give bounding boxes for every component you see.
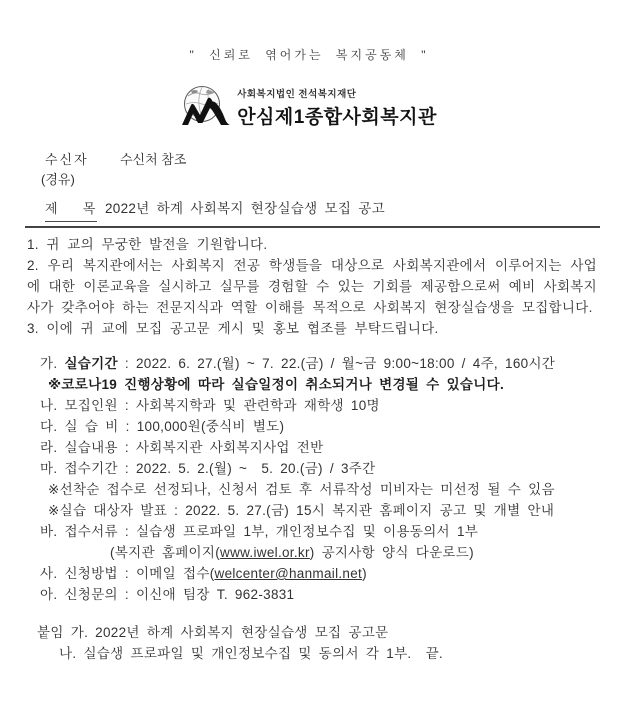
text-segment: 나. 모집인원 : 사회복지학과 및 관련학과 재학생 10명 [40, 398, 380, 413]
detail-line [40, 374, 602, 395]
text-segment: 붙임 가. 2022년 하계 사회복지 현장실습생 모집 공고문 [37, 625, 389, 640]
text-segment: (복지관 홈페이지( [110, 545, 221, 560]
detail-line [40, 458, 602, 479]
paragraph-purpose: 2. 우리 복지관에서는 사회복지 전공 학생들을 대상으로 사회복지관에서 이루어지는 사업에 대한 이론교육을 실시하고 실무를 경험할 수 있는 기회를 제공함으로써 예비 사회복지사가 갖추어야 하는 전문지식과 역할 이해를 목적으로 사회복지 현장실습생을 모집합니다. [27, 258, 597, 315]
detail-line [40, 479, 602, 500]
text-segment: 라. 실습내용 : 사회복지관 사회복지사업 전반 [40, 440, 324, 455]
text-segment: ) [362, 566, 367, 581]
recipient-row [45, 150, 618, 170]
body-paragraphs [27, 234, 597, 339]
detail-line [40, 416, 602, 437]
paragraph-greeting: 1. 귀 교의 무궁한 발전을 기원합니다. [27, 237, 268, 252]
detail-line [40, 353, 602, 374]
subject-row [45, 199, 618, 223]
text-segment: : 2022. 6. 27.(월) ~ 7. 22.(금) / 월~금 9:00~18:00 / 4주, 160시간 [117, 356, 556, 371]
paragraph-request: 3. 이에 귀 교에 모집 공고문 게시 및 홍보 협조를 부탁드립니다. [27, 321, 439, 336]
recipient-label: 수신자 [45, 152, 89, 167]
org-logo [0, 82, 618, 132]
detail-line [40, 563, 602, 584]
text-segment: 실습기간 [64, 356, 118, 371]
detail-line [40, 521, 602, 542]
recipient-value: 수신처 참조 [120, 152, 187, 167]
text-segment: 아. 신청문의 : 이신애 팀장 T. 962-3831 [40, 587, 295, 602]
header-divider [25, 226, 600, 228]
detail-line [40, 437, 602, 458]
text-segment: ※선착순 접수로 선정되나, 신청서 검토 후 서류작성 미비자는 미선정 될 수 있음 [48, 482, 555, 497]
text-segment: ) 공지사항 양식 다운로드) [309, 545, 474, 560]
text-segment: 바. 접수서류 : 실습생 프로파일 1부, 개인정보수집 및 이용동의서 1부 [40, 524, 479, 539]
detail-line [40, 542, 602, 563]
recruitment-details-list [40, 353, 602, 605]
text-segment: ※코로나19 진행상황에 따라 실습일정이 취소되거나 변경될 수 있습니다. [48, 377, 504, 392]
detail-line [40, 500, 602, 521]
attachment-line [37, 622, 602, 643]
text-segment: 마. 접수기간 : 2022. 5. 2.(월) ~ 5. 20.(금) / 3주간 [40, 461, 376, 476]
detail-line [40, 584, 602, 605]
attachment-line [37, 643, 602, 664]
logo-text-block [237, 86, 437, 129]
subject-label: 제 목 [45, 199, 97, 222]
text-segment: ※실습 대상자 발표 : 2022. 5. 27.(금) 15시 복지관 홈페이지 공고 및 개별 안내 [48, 503, 555, 518]
org-slogan: " 신뢰로 엮어가는 복지공동체 " [189, 48, 429, 62]
attachments-list [37, 622, 602, 664]
text-segment: 사. 신청방법 : 이메일 접수( [40, 566, 215, 581]
text-segment: 다. 실 습 비 : 100,000원(중식비 별도) [40, 419, 285, 434]
subject-value: 2022년 하계 사회복지 현장실습생 모집 공고 [105, 201, 385, 216]
link-text: www.iwel.or.kr [220, 545, 310, 560]
text-segment: 나. 실습생 프로파일 및 개인정보수집 및 동의서 각 1부. 끝. [59, 646, 443, 661]
link-text: welcenter@hanmail.net [214, 566, 363, 581]
text-segment: 가. [40, 356, 65, 371]
via-label: (경유) [41, 172, 75, 187]
document-meta [41, 150, 618, 223]
org-foundation-name: 사회복지법인 전석복지재단 [237, 88, 357, 100]
detail-line [40, 395, 602, 416]
globe-m-logo-icon [181, 83, 231, 131]
org-center-name: 안심제1종합사회복지관 [237, 106, 437, 128]
